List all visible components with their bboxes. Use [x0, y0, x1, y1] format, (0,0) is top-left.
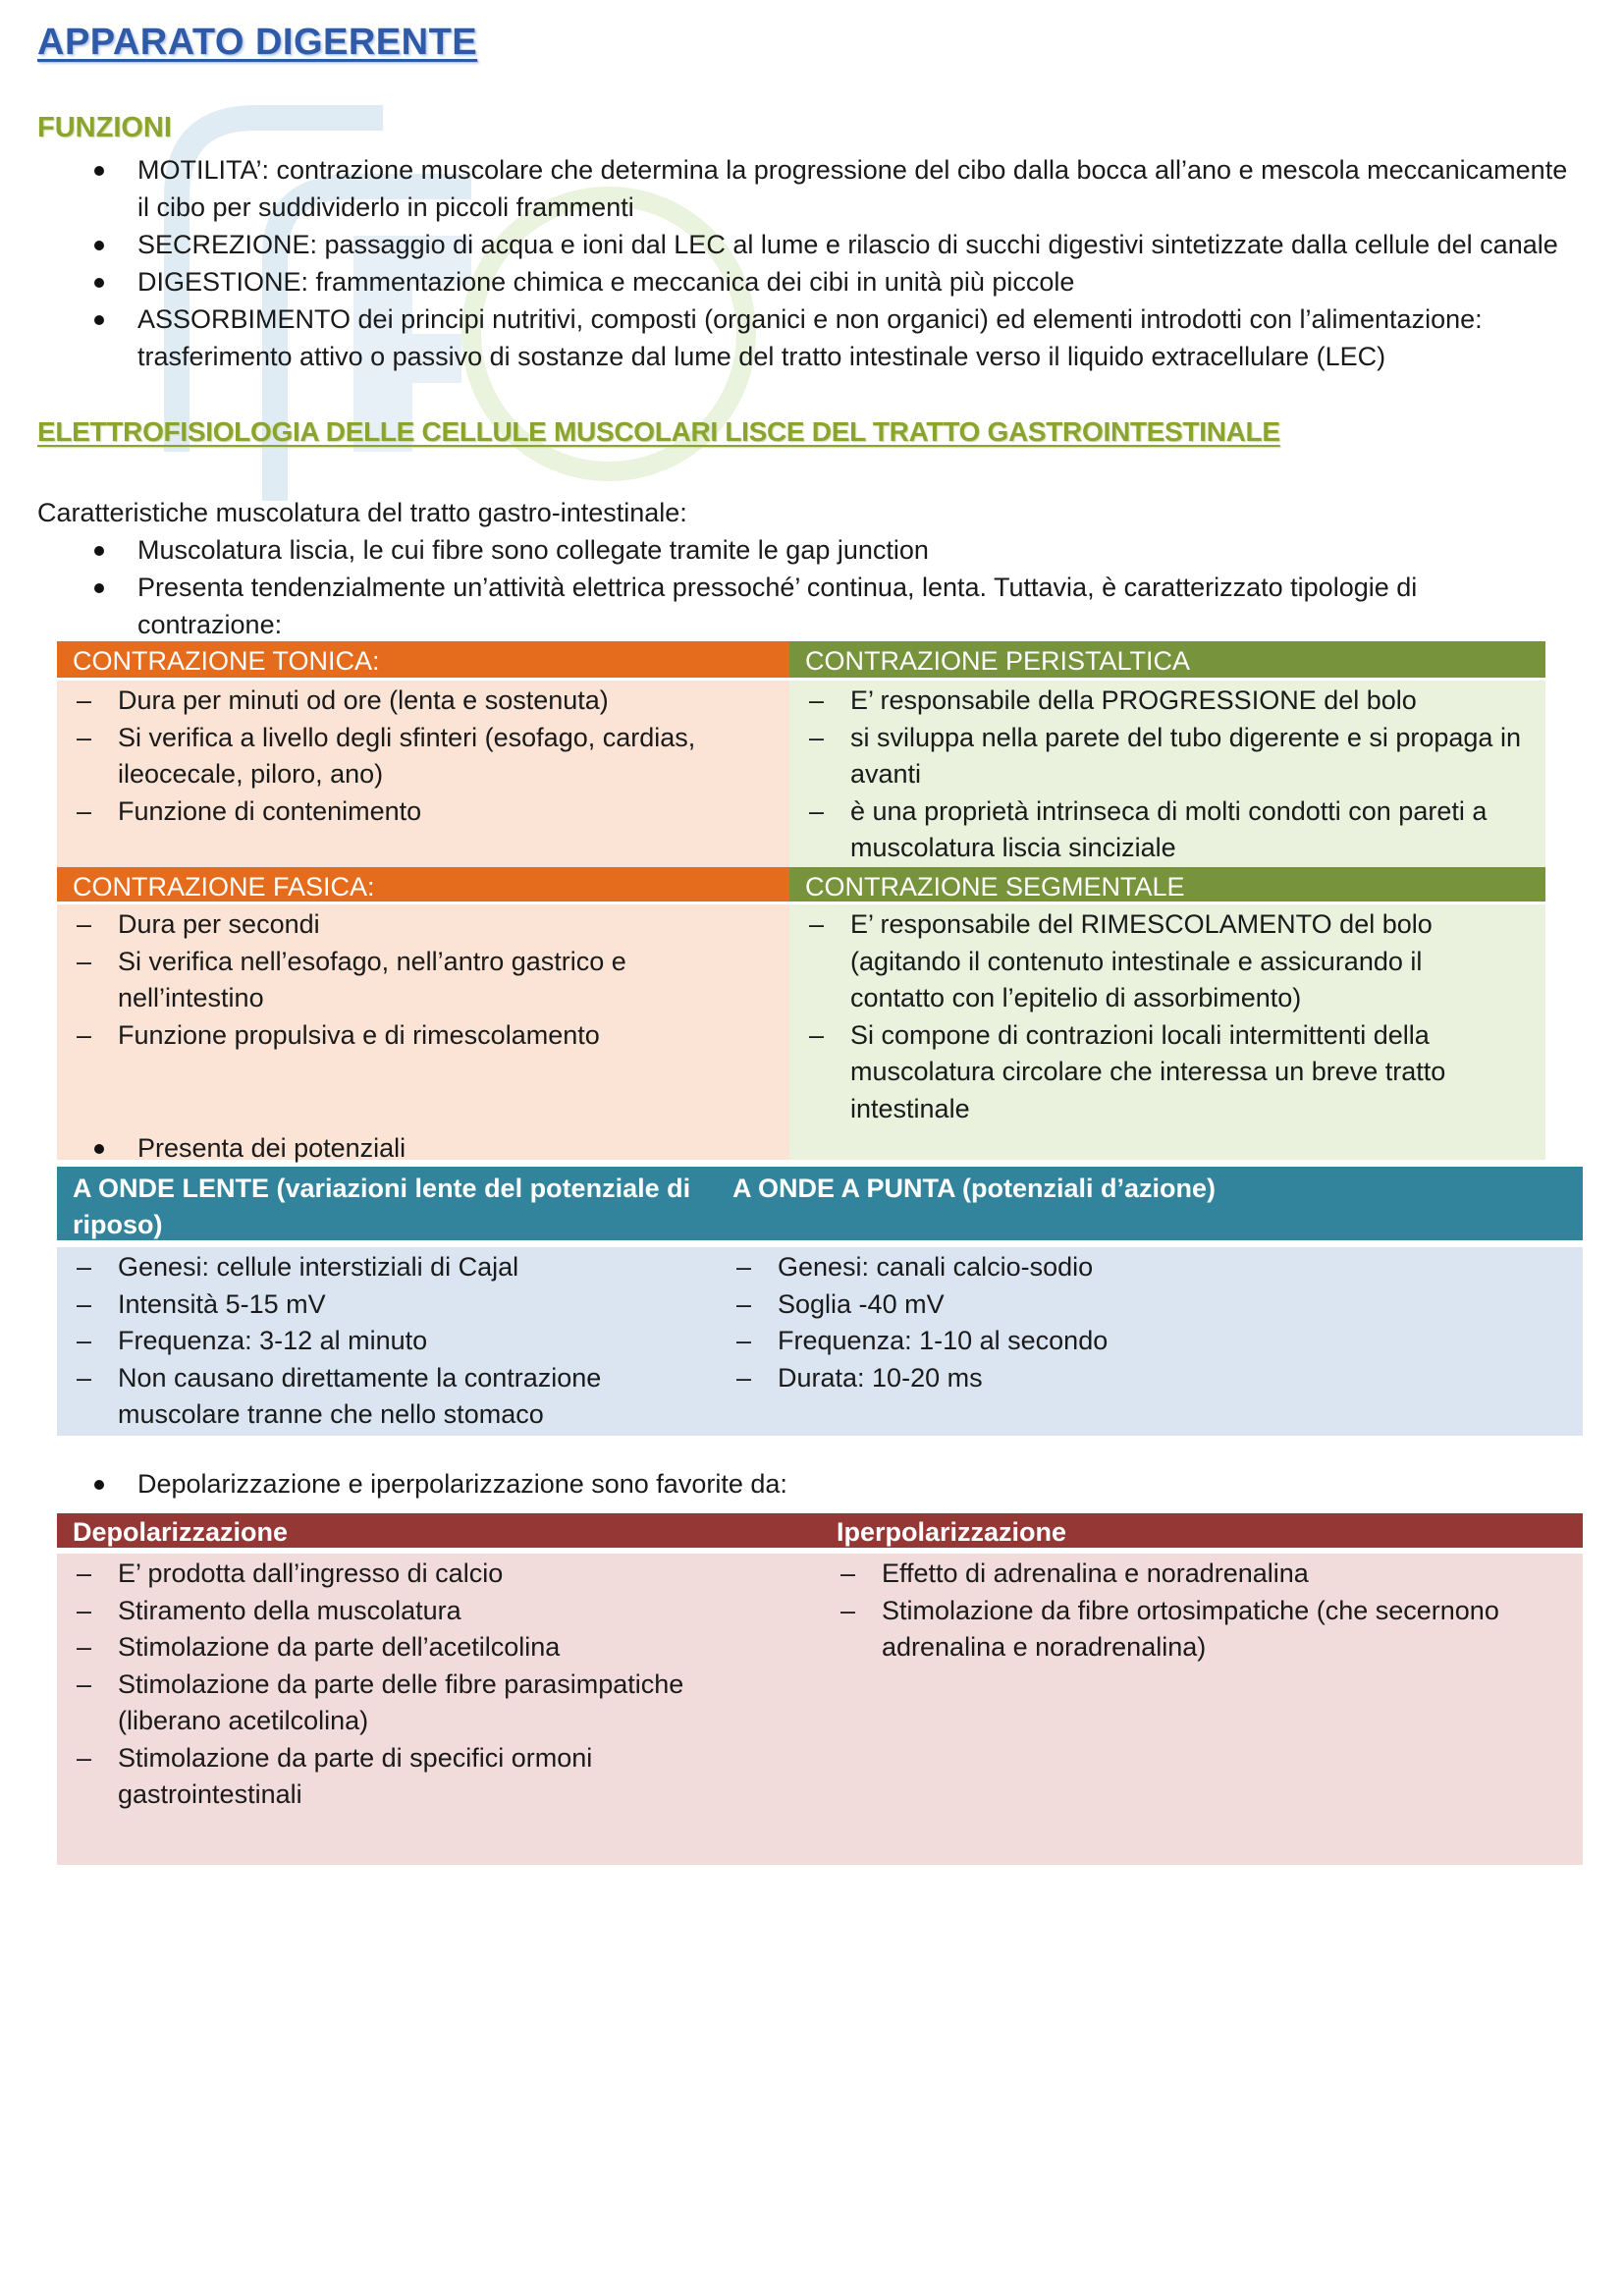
- header-onde-punta: A ONDE A PUNTA (potenziali d’azione): [717, 1167, 1583, 1243]
- list-item: – E’ responsabile del RIMESCOLAMENTO del bolo (agitando il contenuto intestinale e assicurando il contatto con l’epitelio di assorbimento): [789, 906, 1498, 1017]
- cell-fasica: [57, 904, 789, 1160]
- header-iperpolarizzazione: Iperpolarizzazione: [821, 1513, 1583, 1551]
- list-item: Muscolatura liscia, le cui fibre sono collegate tramite le gap junction: [137, 531, 1581, 569]
- list-item: – Stimolazione da parte dell’acetilcolina: [57, 1629, 821, 1667]
- list-item: DIGESTIONE: frammentazione chimica e meccanica dei cibi in unità più piccole: [137, 263, 1581, 301]
- list-item: – Effetto di adrenalina e noradrenalina: [821, 1556, 1583, 1593]
- cell-iperpolarizzazione: [821, 1551, 1583, 1865]
- list-item: – Dura per secondi: [57, 906, 789, 944]
- page-title: APPARATO DIGERENTE: [37, 22, 478, 63]
- section-heading-elettrofisiologia: ELETTROFISIOLOGIA DELLE CELLULE MUSCOLARI LISCE DEL TRATTO GASTROINTESTINALE: [37, 416, 1280, 447]
- cell-segmentale: [789, 904, 1545, 1160]
- list-item: – Soglia -40 mV: [717, 1286, 1583, 1324]
- cell-depolarizzazione: [57, 1551, 821, 1865]
- section-heading-funzioni: FUNZIONI: [37, 112, 172, 143]
- cell-onde-punta: [717, 1243, 1583, 1436]
- list-item: – è una proprietà intrinseca di molti condotti con pareti a muscolatura liscia sinciziale: [789, 793, 1538, 867]
- header-depolarizzazione: Depolarizzazione: [57, 1513, 821, 1551]
- funzioni-list: [137, 151, 1581, 375]
- intro-text: Caratteristiche muscolatura del tratto gastro-intestinale:: [37, 498, 687, 527]
- list-item: – Funzione di contenimento: [57, 793, 789, 831]
- list-item: – Frequenza: 1-10 al secondo: [717, 1323, 1583, 1360]
- header-onde-lente: A ONDE LENTE (variazioni lente del potenziale di riposo): [57, 1167, 717, 1243]
- contrazioni-table: [57, 641, 1545, 1160]
- cell-peristaltica: [789, 681, 1545, 867]
- header-contrazione-fasica: CONTRAZIONE FASICA:: [57, 867, 789, 904]
- list-item: – Intensità 5-15 mV: [57, 1286, 717, 1324]
- list-item: – Si verifica a livello degli sfinteri (esofago, cardias, ileocecale, piloro, ano): [57, 720, 707, 793]
- list-item: SECREZIONE: passaggio di acqua e ioni dal LEC al lume e rilascio di succhi digestivi sintetizzate dalla cellule del canale: [137, 226, 1581, 263]
- list-item: – Stimolazione da parte di specifici ormoni gastrointestinali: [57, 1740, 668, 1814]
- potenziali-table: [57, 1167, 1583, 1436]
- list-item: – Non causano direttamente la contrazione muscolare tranne che nello stomaco: [57, 1360, 668, 1434]
- list-item: – si sviluppa nella parete del tubo digerente e si propaga in avanti: [789, 720, 1528, 793]
- list-item: – Dura per minuti od ore (lenta e sostenuta): [57, 683, 789, 720]
- header-contrazione-tonica: CONTRAZIONE TONICA:: [57, 641, 789, 681]
- list-item: – Si verifica nell’esofago, nell’antro gastrico e nell’intestino: [57, 944, 707, 1017]
- list-item: ASSORBIMENTO dei principi nutritivi, composti (organici e non organici) ed elementi introdotti con l’alimentazione: trasferimento attivo o passivo di sostanze dal lume del tratto intestinale verso il liquido extracellulare (LEC): [137, 301, 1581, 375]
- list-item: Presenta tendenzialmente un’attività elettrica pressoché’ continua, lenta. Tuttavia, è caratterizzato tipologie di contrazione:: [137, 569, 1492, 643]
- caratteristiche-list: [137, 531, 1581, 643]
- list-item: – Frequenza: 3-12 al minuto: [57, 1323, 717, 1360]
- cell-tonica: [57, 681, 789, 867]
- list-item: – Durata: 10-20 ms: [717, 1360, 1583, 1397]
- polarizzazione-table: [57, 1513, 1583, 1865]
- cell-onde-lente: [57, 1243, 717, 1436]
- header-contrazione-segmentale: CONTRAZIONE SEGMENTALE: [789, 867, 1545, 904]
- list-item: – Stimolazione da parte delle fibre parasimpatiche (liberano acetilcolina): [57, 1667, 785, 1740]
- header-contrazione-peristaltica: CONTRAZIONE PERISTALTICA: [789, 641, 1545, 681]
- list-item: – E’ prodotta dall’ingresso di calcio: [57, 1556, 821, 1593]
- list-item: – Stiramento della muscolatura: [57, 1593, 821, 1630]
- list-item: – E’ responsabile della PROGRESSIONE del bolo: [789, 683, 1545, 720]
- list-item: – Genesi: canali calcio-sodio: [717, 1249, 1583, 1286]
- list-item: – Genesi: cellule interstiziali di Cajal: [57, 1249, 717, 1286]
- list-item: – Funzione propulsiva e di rimescolamento: [57, 1017, 789, 1055]
- list-item: – Stimolazione da fibre ortosimpatiche (che secernono adrenalina e noradrenalina): [821, 1593, 1559, 1667]
- list-item: – Si compone di contrazioni locali intermittenti della muscolatura circolare che interessa un breve tratto intestinale: [789, 1017, 1498, 1128]
- bullet-potenziali: Presenta dei potenziali: [137, 1129, 406, 1167]
- list-item: MOTILITA’: contrazione muscolare che determina la progressione del cibo dalla bocca all’ano e mescola meccanicamente il cibo per suddividerlo in piccoli frammenti: [137, 151, 1581, 226]
- bullet-polarizzazione: Depolarizzazione e iperpolarizzazione sono favorite da:: [137, 1465, 787, 1503]
